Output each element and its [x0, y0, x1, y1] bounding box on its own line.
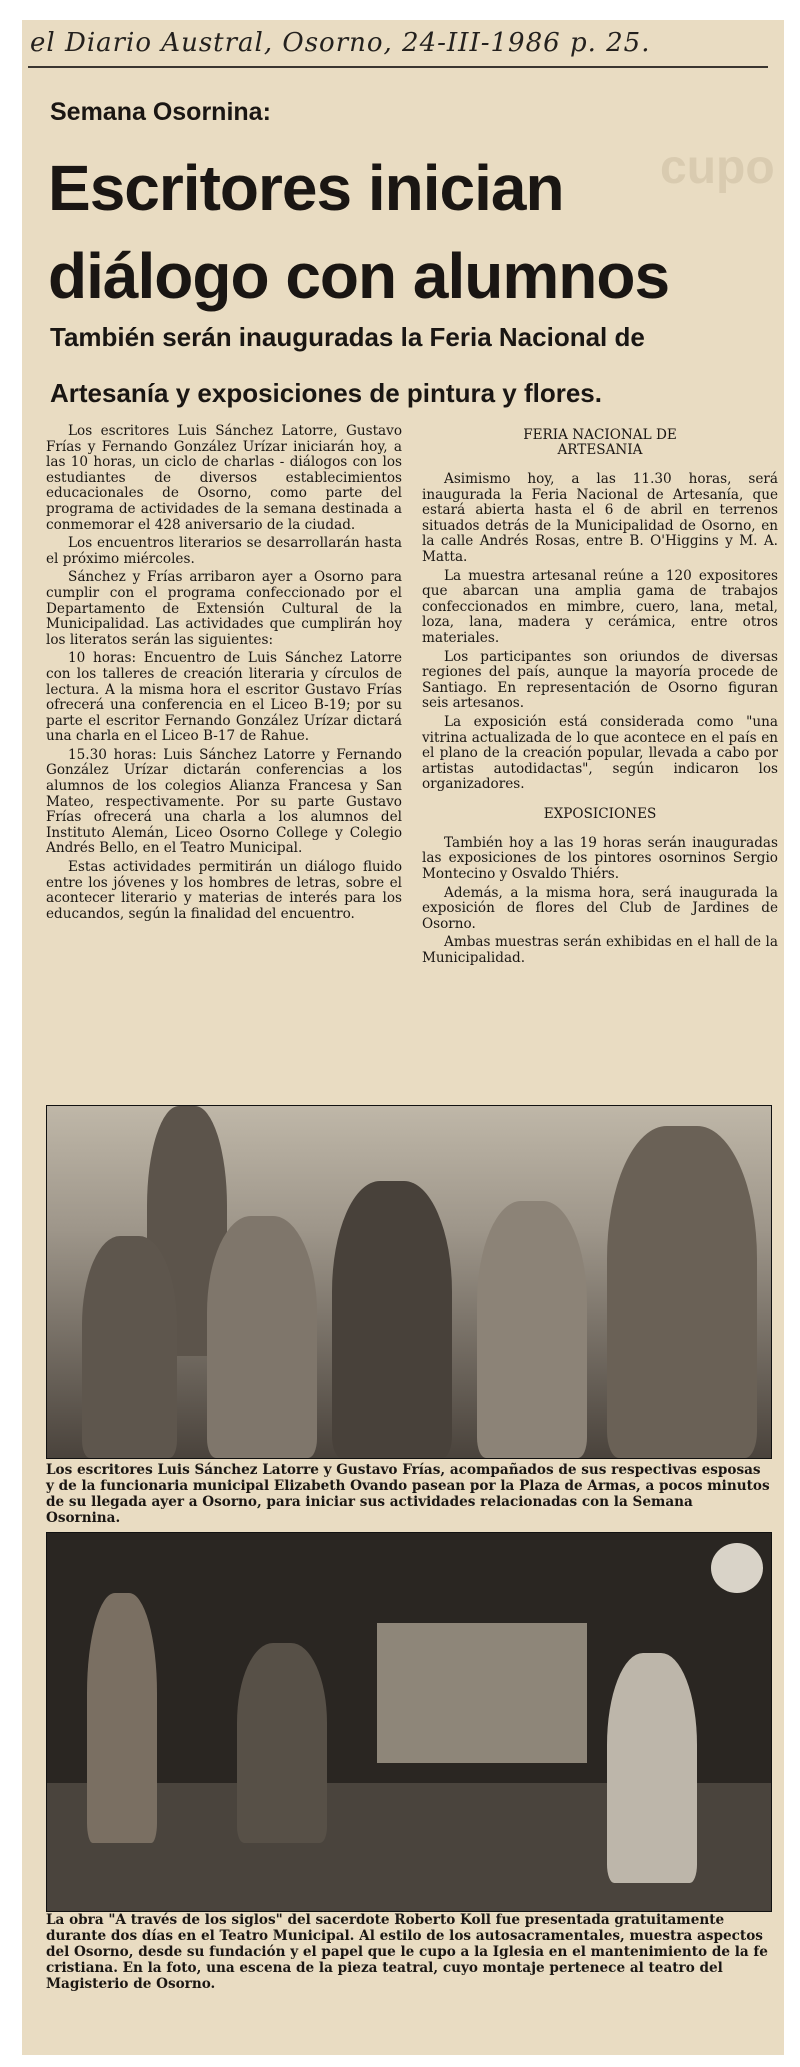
paragraph: Los escritores Luis Sánchez Latorre, Gustavo Frías y Fernando González Urízar iniciarán hoy, a las 10 horas, un ciclo de charlas - diálogos con los estudiantes de diversos establecimientos educacionales de Osorno, como parte del programa de actividades de la semana destinada a conmemorar el 428 aniversario de la ciudad.	[46, 423, 402, 533]
person-figure	[207, 1216, 317, 1458]
paragraph: También hoy a las 19 horas serán inauguradas las exposiciones de los pintores osorninos Sergio Montecino y Osvaldo Thiérs.	[422, 834, 778, 883]
paragraph: La exposición está considerada como "una vitrina actualizada de lo que acontece en el país en el plano de la creación popular, llevada a cabo por artistas autodidactas", según indicaron los organizadores.	[422, 713, 778, 793]
handwritten-underline	[28, 66, 768, 68]
actor-figure	[87, 1593, 157, 1843]
left-article-column	[46, 424, 402, 925]
deck-line-2: Artesanía y exposiciones de pintura y flores.	[50, 378, 602, 408]
paragraph: Ambas muestras serán exhibidas en el hall de la Municipalidad.	[422, 934, 778, 967]
paragraph: Estas actividades permitirán un diálogo fluido entre los jóvenes y los hombres de letras, sobre el acontecer literario y materias de interés para los educandos, según la finalidad del encuentro.	[46, 859, 402, 922]
photo-caption-2: La obra "A través de los siglos" del sacerdote Roberto Koll fue presentada gratuitamente durante dos días en el Teatro Municipal. Al estilo de los autosacramentales, muestra aspectos del Osorno, desde su fundación y el papel que le cupo a la Iglesia en el mantenimiento de la fe cristiana. En la foto, una escena de la pieza teatral, cuyo montaje pertenece al teatro del Magisterio de Osorno.	[46, 1912, 768, 1992]
subhead-feria: FERIA NACIONAL DE ARTESANIA	[523, 427, 677, 458]
person-figure	[477, 1201, 587, 1458]
deck-line-1: También serán inauguradas la Feria Nacional de	[50, 322, 645, 352]
paragraph: 15.30 horas: Luis Sánchez Latorre y Fernando González Urízar dictarán conferencias a los alumnos de los colegios Alianza Francesa y San Mateo, respectivamente. Por su parte Gustavo Frías ofrecerá una charla a los alumnos del Instituto Alemán, Liceo Osorno College y Colegio Andrés Bello, en el Teatro Municipal.	[46, 746, 402, 857]
actor-figure	[237, 1643, 327, 1843]
photo-writers-plaza	[46, 1105, 772, 1459]
photo-caption-1: Los escritores Luis Sánchez Latorre y Gustavo Frías, acompañados de sus respectivas esposas y de la funcionaria municipal Elizabeth Ovando pasean por la Plaza de Armas, a pocos minutos de su llegada ayer a Osorno, para iniciar sus actividades relacionadas con la Semana Osornina.	[46, 1462, 770, 1526]
person-figure	[332, 1181, 452, 1458]
actor-figure	[607, 1653, 697, 1883]
paragraph: Además, a la misma hora, será inaugurada la exposición de flores del Club de Jardines de Osorno.	[422, 884, 778, 932]
paragraph: Sánchez y Frías arribaron ayer a Osorno para cumplir con el programa confeccionado por el Departamento de Extensión Cultural de la Municipalidad. Las actividades que cumplirán hoy los literatos serán las siguientes:	[46, 569, 402, 648]
headline-line-1: Escritores inician	[48, 152, 564, 224]
stage-light	[711, 1543, 763, 1593]
paragraph: Los encuentros literarios se desarrollarán hasta el próximo miércoles.	[46, 535, 402, 567]
photo-theater-scene	[46, 1532, 772, 1912]
right-article-column	[422, 424, 778, 970]
paragraph: Los participantes son oriundos de diversas regiones del país, aunque la mayoría procede de Santiago. En representación de Osorno figuran seis artesanos.	[422, 648, 778, 712]
paragraph: La muestra artesanal reúne a 120 expositores que abarcan una amplia gama de trabajos confeccionados en mimbre, cuero, lana, metal, loza, lana, madera y cerámica, entre otros materiales.	[422, 567, 778, 646]
handwritten-source-note: el Diario Austral, Osorno, 24-III-1986 p. 25.	[30, 28, 651, 58]
paragraph: Asimismo hoy, a las 11.30 horas, será inaugurada la Feria Nacional de Artesanía, que estará abierta hasta el 6 de abril en terrenos situados detrás de la Municipalidad de Osorno, en la calle Andrés Rosas, entre B. O'Higgins y M. A. Matta.	[422, 471, 778, 565]
section-label: Semana Osornina:	[50, 98, 271, 126]
headline-line-2: diálogo con alumnos	[48, 240, 670, 312]
paragraph: 10 horas: Encuentro de Luis Sánchez Latorre con los talleres de creación literaria y círculos de lectura. A la misma hora el escritor Gustavo Frías ofrecerá una conferencia en el Liceo B-19; por su parte el escritor Fernando González Urízar dictará una charla en el Liceo B-17 de Rahue.	[46, 650, 402, 745]
bleed-through-text: cupo	[660, 141, 775, 194]
person-figure	[607, 1126, 757, 1458]
stage-prop	[377, 1623, 587, 1763]
person-figure	[82, 1236, 177, 1458]
subhead-exposiciones: EXPOSICIONES	[543, 805, 657, 822]
